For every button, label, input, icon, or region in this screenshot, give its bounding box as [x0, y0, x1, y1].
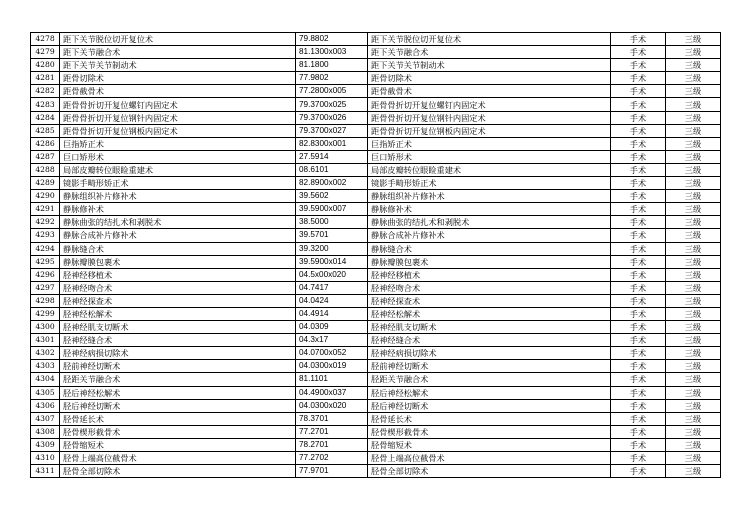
procedure-name: 胫神经肌支切断术	[60, 321, 296, 334]
procedure-name: 胫骨延长术	[60, 412, 296, 425]
row-number: 4279	[31, 46, 60, 59]
procedure-category: 手术	[611, 412, 666, 425]
procedure-grade: 三级	[666, 59, 721, 72]
procedure-name-repeat: 静脉修补术	[368, 203, 611, 216]
procedure-name: 胫神经松解术	[60, 307, 296, 320]
procedure-code: 04.0300x019	[296, 360, 368, 373]
procedure-name-repeat: 距下关节融合术	[368, 46, 611, 59]
procedure-grade: 三级	[666, 347, 721, 360]
table-row	[31, 98, 721, 111]
procedure-name-repeat: 胫神经病损切除术	[368, 347, 611, 360]
procedure-grade: 三级	[666, 111, 721, 124]
procedure-category: 手术	[611, 294, 666, 307]
procedure-name: 胫骨缩短术	[60, 438, 296, 451]
procedure-name: 距骨切除术	[60, 72, 296, 85]
procedure-grade: 三级	[666, 255, 721, 268]
procedure-name-repeat: 静脉组织补片修补术	[368, 190, 611, 203]
table-row	[31, 452, 721, 465]
procedure-name: 静脉合成补片修补术	[60, 229, 296, 242]
table-row	[31, 203, 721, 216]
procedure-code: 79.8802	[296, 33, 368, 46]
procedure-name: 胫骨全部切除术	[60, 465, 296, 478]
table-row	[31, 373, 721, 386]
procedure-category: 手术	[611, 229, 666, 242]
row-number: 4311	[31, 465, 60, 478]
procedure-code: 77.2800x005	[296, 85, 368, 98]
procedure-grade: 三级	[666, 268, 721, 281]
procedure-name: 胫神经探查术	[60, 294, 296, 307]
procedure-name: 胫神经移植术	[60, 268, 296, 281]
row-number: 4299	[31, 307, 60, 320]
procedure-grade: 三级	[666, 124, 721, 137]
procedure-category: 手术	[611, 242, 666, 255]
procedure-name: 距下关节关节制动术	[60, 59, 296, 72]
procedure-category: 手术	[611, 203, 666, 216]
table-row	[31, 412, 721, 425]
procedure-category: 手术	[611, 124, 666, 137]
row-number: 4298	[31, 294, 60, 307]
row-number: 4290	[31, 190, 60, 203]
procedure-category: 手术	[611, 360, 666, 373]
procedure-grade: 三级	[666, 425, 721, 438]
procedure-code: 04.3x17	[296, 334, 368, 347]
procedure-grade: 三级	[666, 321, 721, 334]
procedure-grade: 三级	[666, 229, 721, 242]
table-row	[31, 242, 721, 255]
procedure-grade: 三级	[666, 334, 721, 347]
table-row	[31, 307, 721, 320]
procedure-grade: 三级	[666, 46, 721, 59]
procedure-grade: 三级	[666, 163, 721, 176]
procedure-name: 静脉组织补片修补术	[60, 190, 296, 203]
row-number: 4297	[31, 281, 60, 294]
procedure-name: 静脉曲张的结扎术和剥脱术	[60, 216, 296, 229]
procedure-name-repeat: 胫骨全部切除术	[368, 465, 611, 478]
table-row	[31, 294, 721, 307]
table-row	[31, 163, 721, 176]
table-row	[31, 386, 721, 399]
table-row	[31, 281, 721, 294]
procedure-category: 手术	[611, 452, 666, 465]
procedure-grade: 三级	[666, 98, 721, 111]
procedure-name: 距骨骨折切开复位钢板内固定术	[60, 124, 296, 137]
procedure-name-repeat: 胫神经松解术	[368, 307, 611, 320]
procedure-table	[30, 32, 721, 478]
row-number: 4306	[31, 399, 60, 412]
row-number: 4300	[31, 321, 60, 334]
procedure-name-repeat: 静脉合成补片修补术	[368, 229, 611, 242]
row-number: 4310	[31, 452, 60, 465]
procedure-grade: 三级	[666, 85, 721, 98]
procedure-grade: 三级	[666, 360, 721, 373]
procedure-name-repeat: 巨口矫形术	[368, 150, 611, 163]
table-row	[31, 190, 721, 203]
table-row	[31, 85, 721, 98]
procedure-code: 79.3700x025	[296, 98, 368, 111]
procedure-name-repeat: 胫神经缝合术	[368, 334, 611, 347]
procedure-grade: 三级	[666, 150, 721, 163]
procedure-grade: 三级	[666, 465, 721, 478]
procedure-code: 39.5602	[296, 190, 368, 203]
procedure-category: 手术	[611, 399, 666, 412]
procedure-code: 39.5900x014	[296, 255, 368, 268]
table-row	[31, 137, 721, 150]
row-number: 4288	[31, 163, 60, 176]
procedure-code: 04.7417	[296, 281, 368, 294]
procedure-name: 胫神经病损切除术	[60, 347, 296, 360]
procedure-category: 手术	[611, 59, 666, 72]
procedure-code: 78.2701	[296, 438, 368, 451]
procedure-name-repeat: 距骨骨折切开复位螺钉内固定术	[368, 98, 611, 111]
procedure-code: 39.3200	[296, 242, 368, 255]
procedure-name-repeat: 胫骨上端高位截骨术	[368, 452, 611, 465]
procedure-name: 距下关节脱位切开复位术	[60, 33, 296, 46]
procedure-name-repeat: 胫骨楔形截骨术	[368, 425, 611, 438]
procedure-code: 81.1800	[296, 59, 368, 72]
table-row	[31, 72, 721, 85]
table-row	[31, 399, 721, 412]
procedure-code: 77.2702	[296, 452, 368, 465]
procedure-name-repeat: 胫前神经切断术	[368, 360, 611, 373]
procedure-code: 38.5000	[296, 216, 368, 229]
procedure-category: 手术	[611, 425, 666, 438]
procedure-name: 距骨骨折切开复位钢针内固定术	[60, 111, 296, 124]
procedure-name-repeat: 静脉瓣膜包裹术	[368, 255, 611, 268]
procedure-name-repeat: 胫骨缩短术	[368, 438, 611, 451]
procedure-grade: 三级	[666, 373, 721, 386]
procedure-category: 手术	[611, 321, 666, 334]
row-number: 4292	[31, 216, 60, 229]
procedure-category: 手术	[611, 268, 666, 281]
procedure-code: 27.5914	[296, 150, 368, 163]
procedure-grade: 三级	[666, 281, 721, 294]
procedure-name-repeat: 胫神经探查术	[368, 294, 611, 307]
procedure-category: 手术	[611, 85, 666, 98]
procedure-code: 77.9701	[296, 465, 368, 478]
procedure-code: 79.3700x026	[296, 111, 368, 124]
procedure-name: 静脉缝合术	[60, 242, 296, 255]
procedure-name: 胫神经缝合术	[60, 334, 296, 347]
procedure-code: 77.9802	[296, 72, 368, 85]
table-row	[31, 177, 721, 190]
procedure-name-repeat: 胫骨延长术	[368, 412, 611, 425]
row-number: 4308	[31, 425, 60, 438]
procedure-code: 04.5x00x020	[296, 268, 368, 281]
procedure-name-repeat: 镜影手畸形矫正术	[368, 177, 611, 190]
row-number: 4280	[31, 59, 60, 72]
procedure-code: 04.0700x052	[296, 347, 368, 360]
row-number: 4281	[31, 72, 60, 85]
procedure-name-repeat: 距骨截骨术	[368, 85, 611, 98]
procedure-code: 82.8300x001	[296, 137, 368, 150]
procedure-name-repeat: 胫神经移植术	[368, 268, 611, 281]
procedure-category: 手术	[611, 150, 666, 163]
procedure-category: 手术	[611, 111, 666, 124]
procedure-category: 手术	[611, 465, 666, 478]
procedure-name-repeat: 距下关节脱位切开复位术	[368, 33, 611, 46]
table-row	[31, 268, 721, 281]
row-number: 4304	[31, 373, 60, 386]
table-row	[31, 33, 721, 46]
procedure-name-repeat: 距骨切除术	[368, 72, 611, 85]
procedure-name: 胫后神经切断术	[60, 399, 296, 412]
procedure-grade: 三级	[666, 190, 721, 203]
procedure-name: 胫后神经松解术	[60, 386, 296, 399]
row-number: 4286	[31, 137, 60, 150]
procedure-table-body	[31, 33, 721, 478]
procedure-category: 手术	[611, 33, 666, 46]
row-number: 4285	[31, 124, 60, 137]
procedure-name-repeat: 静脉曲张的结扎术和剥脱术	[368, 216, 611, 229]
procedure-category: 手术	[611, 438, 666, 451]
procedure-name: 胫骨楔形截骨术	[60, 425, 296, 438]
procedure-code: 39.5701	[296, 229, 368, 242]
procedure-name-repeat: 距骨骨折切开复位钢针内固定术	[368, 111, 611, 124]
table-row	[31, 111, 721, 124]
procedure-category: 手术	[611, 307, 666, 320]
procedure-name-repeat: 静脉缝合术	[368, 242, 611, 255]
procedure-grade: 三级	[666, 386, 721, 399]
row-number: 4302	[31, 347, 60, 360]
procedure-code: 04.4900x037	[296, 386, 368, 399]
procedure-grade: 三级	[666, 438, 721, 451]
row-number: 4293	[31, 229, 60, 242]
procedure-code: 81.1300x003	[296, 46, 368, 59]
table-row	[31, 229, 721, 242]
table-row	[31, 360, 721, 373]
row-number: 4283	[31, 98, 60, 111]
row-number: 4295	[31, 255, 60, 268]
procedure-name-repeat: 胫神经肌支切断术	[368, 321, 611, 334]
procedure-category: 手术	[611, 281, 666, 294]
row-number: 4278	[31, 33, 60, 46]
table-row	[31, 46, 721, 59]
procedure-name: 镜影手畸形矫正术	[60, 177, 296, 190]
procedure-category: 手术	[611, 334, 666, 347]
table-row	[31, 59, 721, 72]
row-number: 4301	[31, 334, 60, 347]
procedure-grade: 三级	[666, 307, 721, 320]
row-number: 4282	[31, 85, 60, 98]
procedure-name: 胫前神经切断术	[60, 360, 296, 373]
procedure-category: 手术	[611, 255, 666, 268]
procedure-category: 手术	[611, 72, 666, 85]
procedure-grade: 三级	[666, 294, 721, 307]
procedure-category: 手术	[611, 190, 666, 203]
table-row	[31, 124, 721, 137]
row-number: 4307	[31, 412, 60, 425]
procedure-code: 04.4914	[296, 307, 368, 320]
procedure-name: 巨指矫正术	[60, 137, 296, 150]
procedure-name: 静脉瓣膜包裹术	[60, 255, 296, 268]
procedure-code: 04.0424	[296, 294, 368, 307]
row-number: 4296	[31, 268, 60, 281]
procedure-grade: 三级	[666, 33, 721, 46]
procedure-name-repeat: 距下关节关节制动术	[368, 59, 611, 72]
procedure-category: 手术	[611, 177, 666, 190]
table-row	[31, 321, 721, 334]
row-number: 4284	[31, 111, 60, 124]
procedure-name-repeat: 胫后神经切断术	[368, 399, 611, 412]
row-number: 4309	[31, 438, 60, 451]
table-row	[31, 150, 721, 163]
procedure-name-repeat: 胫距关节融合术	[368, 373, 611, 386]
row-number: 4287	[31, 150, 60, 163]
procedure-name: 距下关节融合术	[60, 46, 296, 59]
procedure-category: 手术	[611, 163, 666, 176]
table-row	[31, 255, 721, 268]
table-row	[31, 216, 721, 229]
procedure-grade: 三级	[666, 72, 721, 85]
procedure-category: 手术	[611, 98, 666, 111]
procedure-category: 手术	[611, 46, 666, 59]
procedure-category: 手术	[611, 386, 666, 399]
procedure-code: 39.5900x007	[296, 203, 368, 216]
table-row	[31, 425, 721, 438]
procedure-code: 82.8900x002	[296, 177, 368, 190]
procedure-name-repeat: 胫神经吻合术	[368, 281, 611, 294]
procedure-code: 04.0300x020	[296, 399, 368, 412]
row-number: 4291	[31, 203, 60, 216]
row-number: 4305	[31, 386, 60, 399]
table-row	[31, 465, 721, 478]
procedure-code: 78.3701	[296, 412, 368, 425]
procedure-grade: 三级	[666, 399, 721, 412]
row-number: 4294	[31, 242, 60, 255]
procedure-name: 局部皮瓣转位眼睑重建术	[60, 163, 296, 176]
procedure-grade: 三级	[666, 137, 721, 150]
procedure-grade: 三级	[666, 177, 721, 190]
procedure-name-repeat: 巨指矫正术	[368, 137, 611, 150]
procedure-grade: 三级	[666, 216, 721, 229]
procedure-grade: 三级	[666, 242, 721, 255]
procedure-name: 胫骨上端高位截骨术	[60, 452, 296, 465]
procedure-category: 手术	[611, 373, 666, 386]
procedure-category: 手术	[611, 216, 666, 229]
table-row	[31, 438, 721, 451]
procedure-name: 巨口矫形术	[60, 150, 296, 163]
procedure-name-repeat: 局部皮瓣转位眼睑重建术	[368, 163, 611, 176]
procedure-category: 手术	[611, 347, 666, 360]
procedure-grade: 三级	[666, 452, 721, 465]
procedure-code: 79.3700x027	[296, 124, 368, 137]
procedure-name-repeat: 胫后神经松解术	[368, 386, 611, 399]
procedure-code: 08.6101	[296, 163, 368, 176]
procedure-name: 距骨骨折切开复位螺钉内固定术	[60, 98, 296, 111]
procedure-grade: 三级	[666, 412, 721, 425]
table-row	[31, 334, 721, 347]
procedure-code: 77.2701	[296, 425, 368, 438]
procedure-name-repeat: 距骨骨折切开复位钢板内固定术	[368, 124, 611, 137]
procedure-category: 手术	[611, 137, 666, 150]
procedure-name: 胫神经吻合术	[60, 281, 296, 294]
row-number: 4289	[31, 177, 60, 190]
procedure-code: 81.1101	[296, 373, 368, 386]
procedure-grade: 三级	[666, 203, 721, 216]
procedure-code: 04.0309	[296, 321, 368, 334]
procedure-name: 距骨截骨术	[60, 85, 296, 98]
procedure-name: 胫距关节融合术	[60, 373, 296, 386]
table-row	[31, 347, 721, 360]
procedure-name: 静脉修补术	[60, 203, 296, 216]
row-number: 4303	[31, 360, 60, 373]
